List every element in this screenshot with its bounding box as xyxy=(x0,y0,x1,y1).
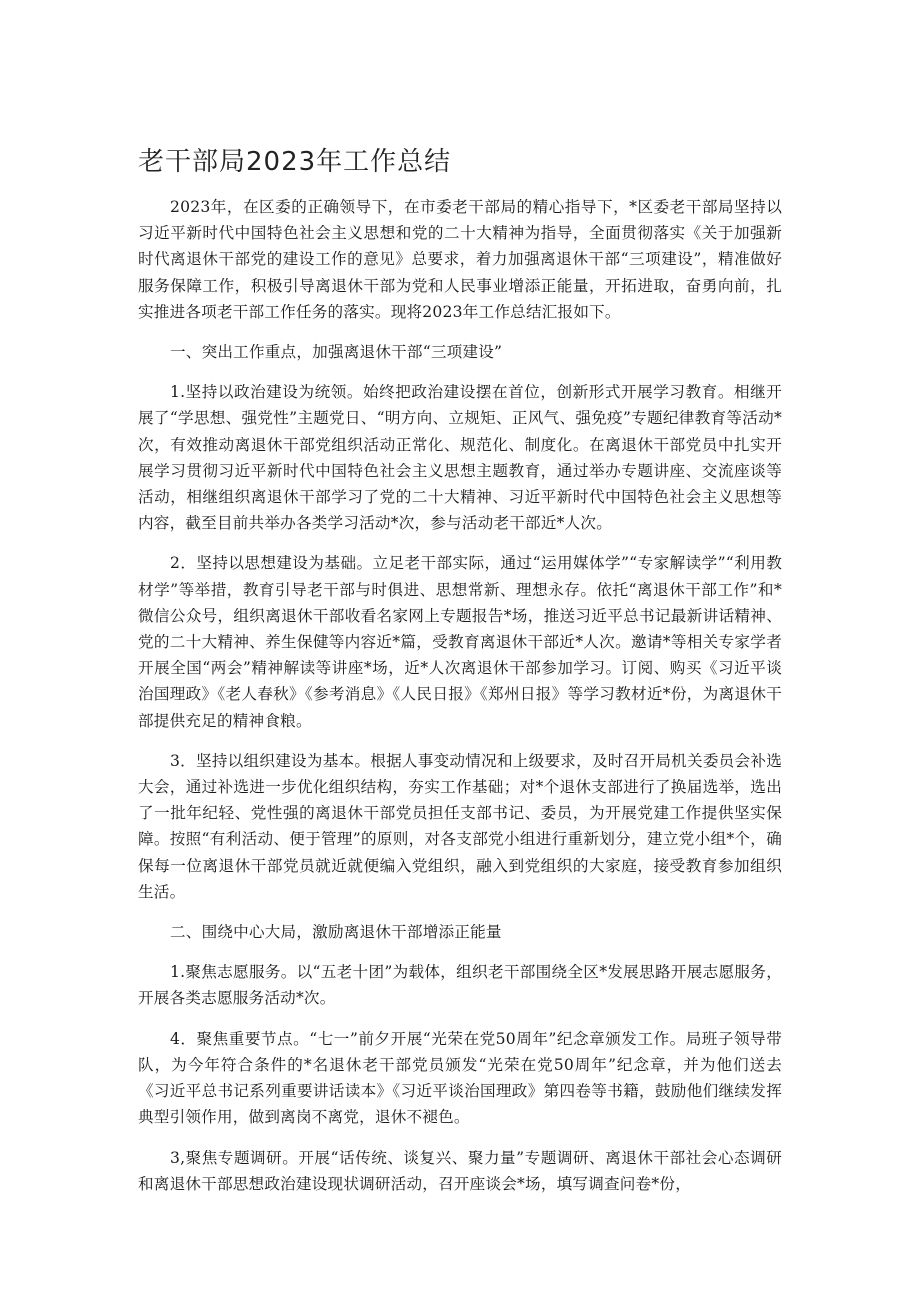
paragraph-organizational-building: 3．坚持以组织建设为基本。根据人事变动情况和上级要求，及时召开局机关委员会补选大会，通过补选进一步优化组织结构，夯实工作基础；对*个退休支部进行了换届选举，选出了一批年纪轻、党性强的离退休干部党员担任支部书记、委员，为开展党建工作提供坚实保障。按照“有利活动、便于管理”的原则，对各支部党小组进行重新划分，建立党小组*个，确保每一位离退休干部党员就近就便编入党组织，融入到党组织的大家庭，接受教育参加组织生活。 xyxy=(138,751,782,901)
paragraph-key-milestones: 4．聚焦重要节点。“七一”前夕开展“光荣在党50周年”纪念章颁发工作。局班子领导带队，为今年符合条件的*名退休老干部党员颁发“光荣在党50周年”纪念章，并为他们送去《习近平总书记系列重要讲话读本》《习近平谈治国理政》第四卷等书籍，鼓励他们继续发挥典型引领作用，做到离岗不离党，退休不褪色。 xyxy=(138,1029,782,1127)
paragraph-ideological-building: 2．坚持以思想建设为基础。立足老干部实际，通过“运用媒体学”“专家解读学”“利用教材学”等举措，教育引导老干部与时俱进、思想常新、理想永存。依托“离退休干部工作”和*微信公众号，组织离退休干部收看名家网上专题报告*场，推送习近平总书记最新讲话精神、党的二十大精神、养生保健等内容近*篇，受教育离退休干部近*人次。邀请*等相关专家学者开展全国“两会”精神解读等讲座*场，近*人次离退休干部参加学习。订阅、购买《习近平谈治国理政》《老人春秋》《参考消息》《人民日报》《郑州日报》等学习教材近*份，为离退休干部提供充足的精神食粮。 xyxy=(138,554,782,730)
document-body xyxy=(138,194,782,1211)
document-title: 老干部局2023年工作总结 xyxy=(138,147,452,177)
section-heading-2: 二、围绕中心大局，激励离退休干部增添正能量 xyxy=(170,923,502,942)
section-heading-1: 一、突出工作重点，加强离退休干部“三项建设” xyxy=(170,343,503,362)
paragraph-volunteer-service: 1.聚焦志愿服务。以“五老十团”为载体，组织老干部围绕全区*发展思路开展志愿服务，开展各类志愿服务活动*次。 xyxy=(138,963,782,1008)
paragraph-political-building: 1.坚持以政治建设为统领。始终把政治建设摆在首位，创新形式开展学习教育。相继开展了“学思想、强党性”主题党日、“明方向、立规矩、正风气、强免疫”专题纪律教育等活动*次，有效推动离退休干部党组织活动正常化、规范化、制度化。在离退休干部党员中扎实开展学习贯彻习近平新时代中国特色社会主义思想主题教育，通过举办专题讲座、交流座谈等活动，相继组织离退休干部学习了党的二十大精神、习近平新时代中国特色社会主义思想等内容，截至目前共举办各类学习活动*次，参与活动老干部近*人次。 xyxy=(138,383,782,533)
paragraph-special-research: 3,聚焦专题调研。开展“话传统、谈复兴、聚力量”专题调研、离退休干部社会心态调研和离退休干部思想政治建设现状调研活动，召开座谈会*场，填写调查问卷*份， xyxy=(138,1148,782,1193)
intro-paragraph: 2023年，在区委的正确领导下，在市委老干部局的精心指导下，*区委老干部局坚持以习近平新时代中国特色社会主义思想和党的二十大精神为指导，全面贯彻落实《关于加强新时代离退休干部党的建设工作的意见》总要求，着力加强离退休干部“三项建设”，精准做好服务保障工作，积极引导离退休干部为党和人民事业增添正能量，开拓进取，奋勇向前，扎实推进各项老干部工作任务的落实。现将2023年工作总结汇报如下。 xyxy=(138,198,782,321)
